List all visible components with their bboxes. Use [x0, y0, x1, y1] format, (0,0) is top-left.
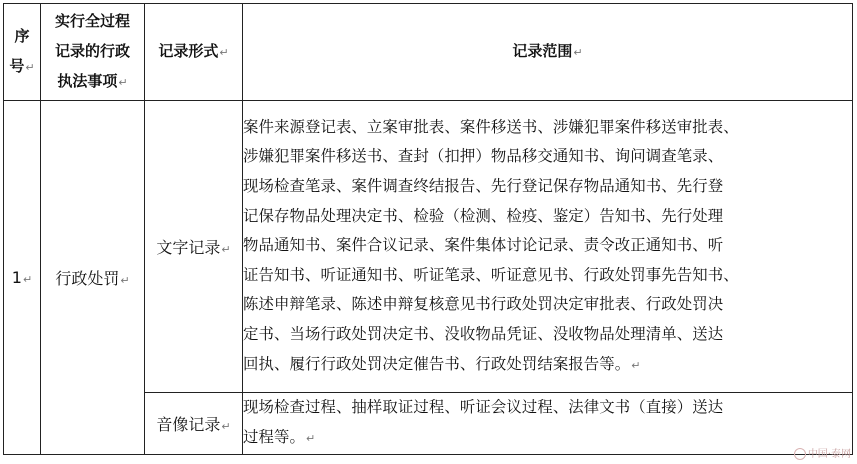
scope-line: 定书、当场行政处罚决定书、没收物品凭证、没收物品处理清单、送达	[243, 324, 724, 343]
header-matter-line2: 记录的行政	[54, 42, 130, 60]
scope-line: 记保存物品处理决定书、检验（检测、检疫、鉴定）告知书、先行处理	[243, 206, 724, 225]
record-scope-table	[3, 3, 853, 455]
header-form-cell	[145, 4, 243, 101]
watermark-text: 中国·泰网	[807, 449, 851, 460]
scope-av-cell	[243, 393, 853, 455]
paragraph-mark-icon: ↵	[25, 61, 35, 74]
header-matter-cell	[41, 4, 145, 101]
paragraph-mark-icon: ↵	[221, 420, 231, 433]
paragraph-mark-icon: ↵	[22, 273, 33, 286]
row-no: 1	[11, 268, 22, 287]
row-no-cell	[4, 101, 41, 455]
header-no-line2: 号	[9, 57, 25, 75]
scope-line: 现场检查过程、抽样取证过程、听证会议过程、法律文书（直接）送达	[243, 398, 724, 417]
watermark	[794, 445, 851, 460]
scope-line: 物品通知书、案件合议记录、案件集体讨论记录、责令改正通知书、听	[243, 236, 724, 255]
header-form: 记录形式	[158, 42, 219, 60]
paragraph-mark-icon: ↵	[118, 76, 128, 89]
form-text-cell	[145, 101, 243, 393]
scope-text-cell	[243, 101, 853, 393]
form-text-record: 文字记录	[156, 238, 221, 257]
watermark-logo-icon	[794, 448, 806, 460]
scope-line: 现场检查笔录、案件调查终结报告、先行登记保存物品通知书、先行登	[243, 177, 724, 196]
header-no-cell	[4, 4, 41, 101]
header-scope-cell	[243, 4, 853, 101]
header-no-line1: 序	[14, 27, 30, 45]
row-matter: 行政处罚	[55, 269, 120, 288]
scope-line: 回执、履行行政处罚决定催告书、行政处罚结案报告等。	[243, 354, 631, 373]
scope-line: 证告知书、听证通知书、听证笔录、听证意见书、行政处罚事先告知书、	[243, 265, 739, 284]
header-scope: 记录范围	[512, 42, 573, 60]
paragraph-mark-icon: ↵	[221, 243, 231, 256]
paragraph-mark-icon: ↵	[305, 432, 316, 445]
scope-line: 过程等。	[243, 428, 305, 446]
scope-line: 案件来源登记表、立案审批表、案件移送书、涉嫌犯罪案件移送审批表、	[243, 117, 739, 136]
paragraph-mark-icon: ↵	[219, 46, 229, 59]
row-matter-cell	[41, 101, 145, 455]
header-row	[4, 4, 853, 101]
form-av-record: 音像记录	[156, 415, 221, 434]
scope-line: 陈述申辩笔录、陈述申辩复核意见书行政处罚决定审批表、行政处罚决	[243, 295, 724, 314]
paragraph-mark-icon: ↵	[573, 46, 583, 59]
paragraph-mark-icon: ↵	[631, 358, 641, 372]
scope-line: 涉嫌犯罪案件移送书、查封（扣押）物品移交通知书、询问调查笔录、	[243, 147, 724, 166]
table-row	[4, 101, 853, 393]
header-matter-line3: 执法事项	[57, 72, 118, 90]
form-av-cell	[145, 393, 243, 455]
header-matter-line1: 实行全过程	[54, 12, 130, 30]
paragraph-mark-icon: ↵	[120, 274, 130, 287]
